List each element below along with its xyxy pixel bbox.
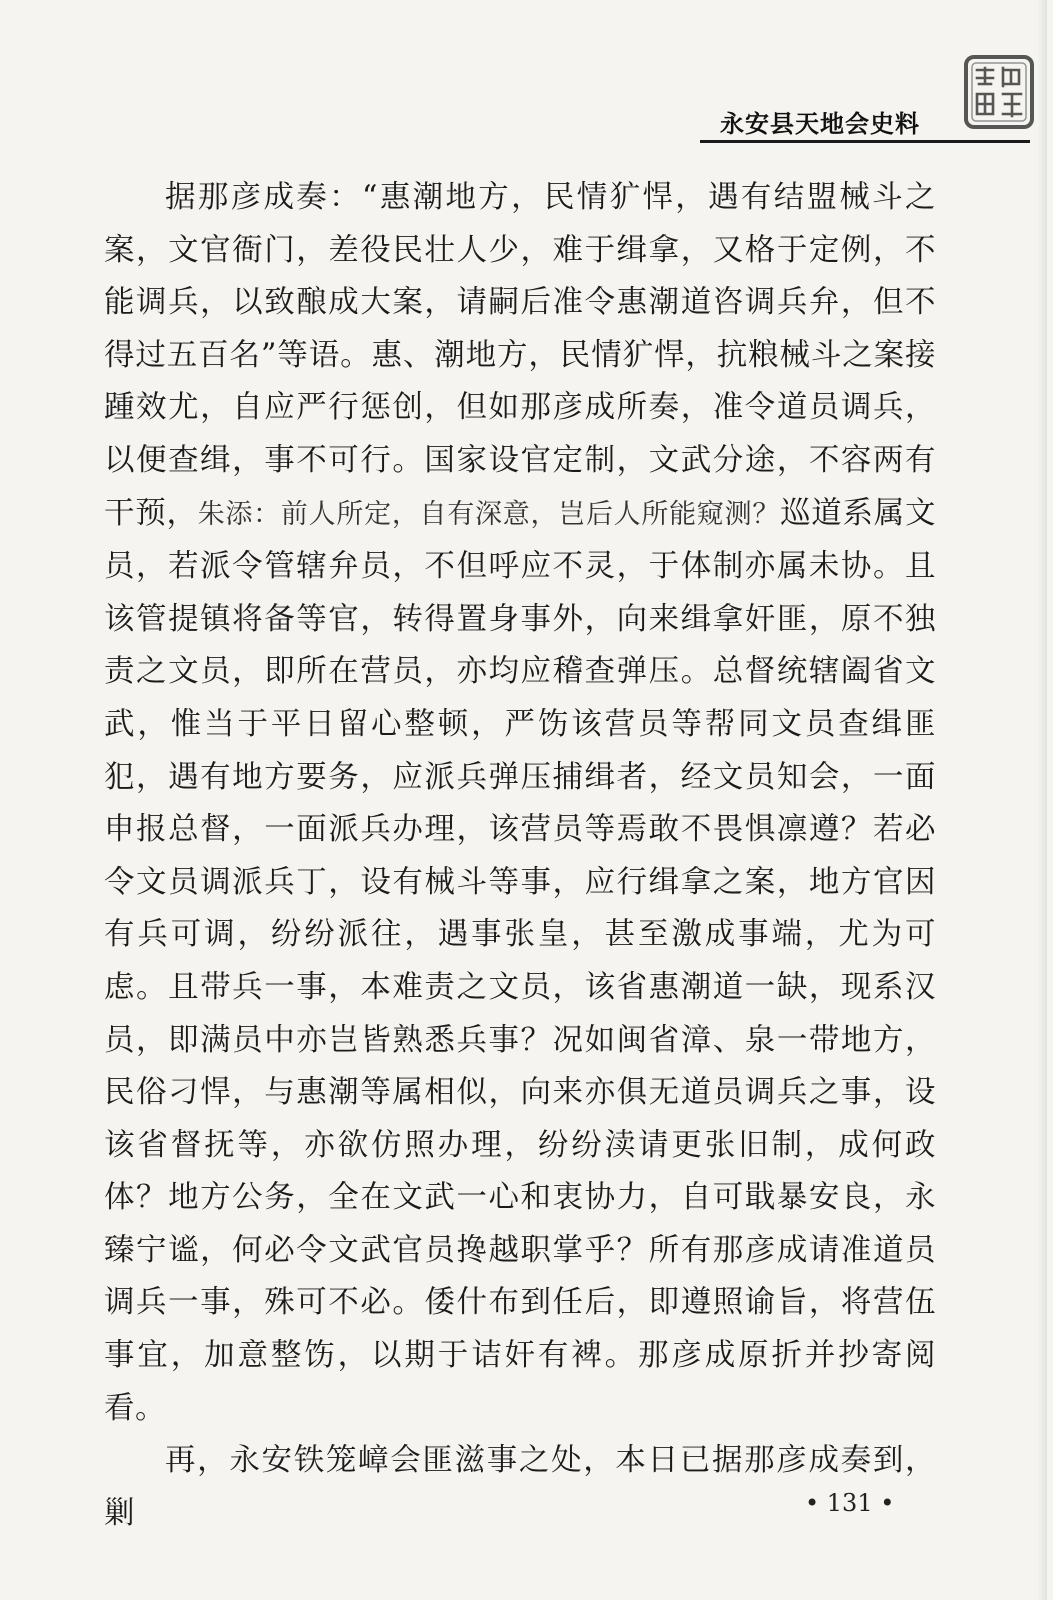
page-number: • 131 • <box>805 1489 895 1517</box>
header-rule <box>700 140 1030 143</box>
paragraph-text: 巡道系属文员，若派令管辖弁员，不但呼应不灵，于体制亦属未协。且该管提镇将备等官，转得置身事外，向来缉拿奸匪，原不独责之文员，即所在营员，亦均应稽查弹压。总督统辖阖省文武，惟当于平日留心整顿，严饬该营员等帮同文员查缉匪犯，遇有地方要务，应派兵弹压捕缉者，经文员知会，一面申报总督，一面派兵办理，该营员等焉敢不畏惧凛遵？若必令文员调派兵丁，设有械斗等事，应行缉拿之案，地方官因有兵可调，纷纷派往，遇事张皇，甚至激成事端，尤为可虑。且带兵一事，本难责之文员，该省惠潮道一缺，现系汉员，即满员中亦岂皆熟悉兵事？况如闽省漳、泉一带地方，民俗刁悍，与惠潮等属相似，向来亦俱无道员调兵之事，设该省督抚等，亦欲仿照办理，纷纷渎请更张旧制，成何政体？地方公务，全在文武一心和衷协力，自可戢暴安良，永臻宁谧，何必令文武官员搀越职掌乎？所有那彦成请准道员调兵一事，殊可不必。倭什布到任后，即遵照谕旨，将营伍事宜，加意整饬，以期于诘奸有裨。那彦成原折并抄寄阅看。 <box>104 495 937 1426</box>
paragraph <box>104 1435 936 1540</box>
running-title: 永安县天地会史料 <box>720 110 920 138</box>
body-text <box>104 172 936 1540</box>
imperial-annotation: 朱添：前人所定，自有深意，岂后人所能窥测？ <box>197 498 781 530</box>
paragraph <box>104 172 936 1435</box>
paragraph-text: 据那彦成奏：“惠潮地方，民情犷悍，遇有结盟械斗之案，文官衙门，差役民壮人少，难于缉拿，又格于定例，不能调兵，以致酿成大案，请嗣后准令惠潮道咨调兵弁，但不得过五百名”等语。惠、潮地方，民情犷悍，抗粮械斗之案接踵效尤，自应严行惩创，但如那彦成所奏，准令道员调兵，以便查缉，事不可行。国家设官定制，文武分途，不容两有干预， <box>104 180 936 531</box>
page-edge-shadow <box>1037 0 1047 1600</box>
seal-stamp-icon <box>963 54 1035 130</box>
paragraph-text: 再，永安铁笼嶂会匪滋事之处，本日已据那彦成奏到，剿 <box>104 1443 936 1531</box>
